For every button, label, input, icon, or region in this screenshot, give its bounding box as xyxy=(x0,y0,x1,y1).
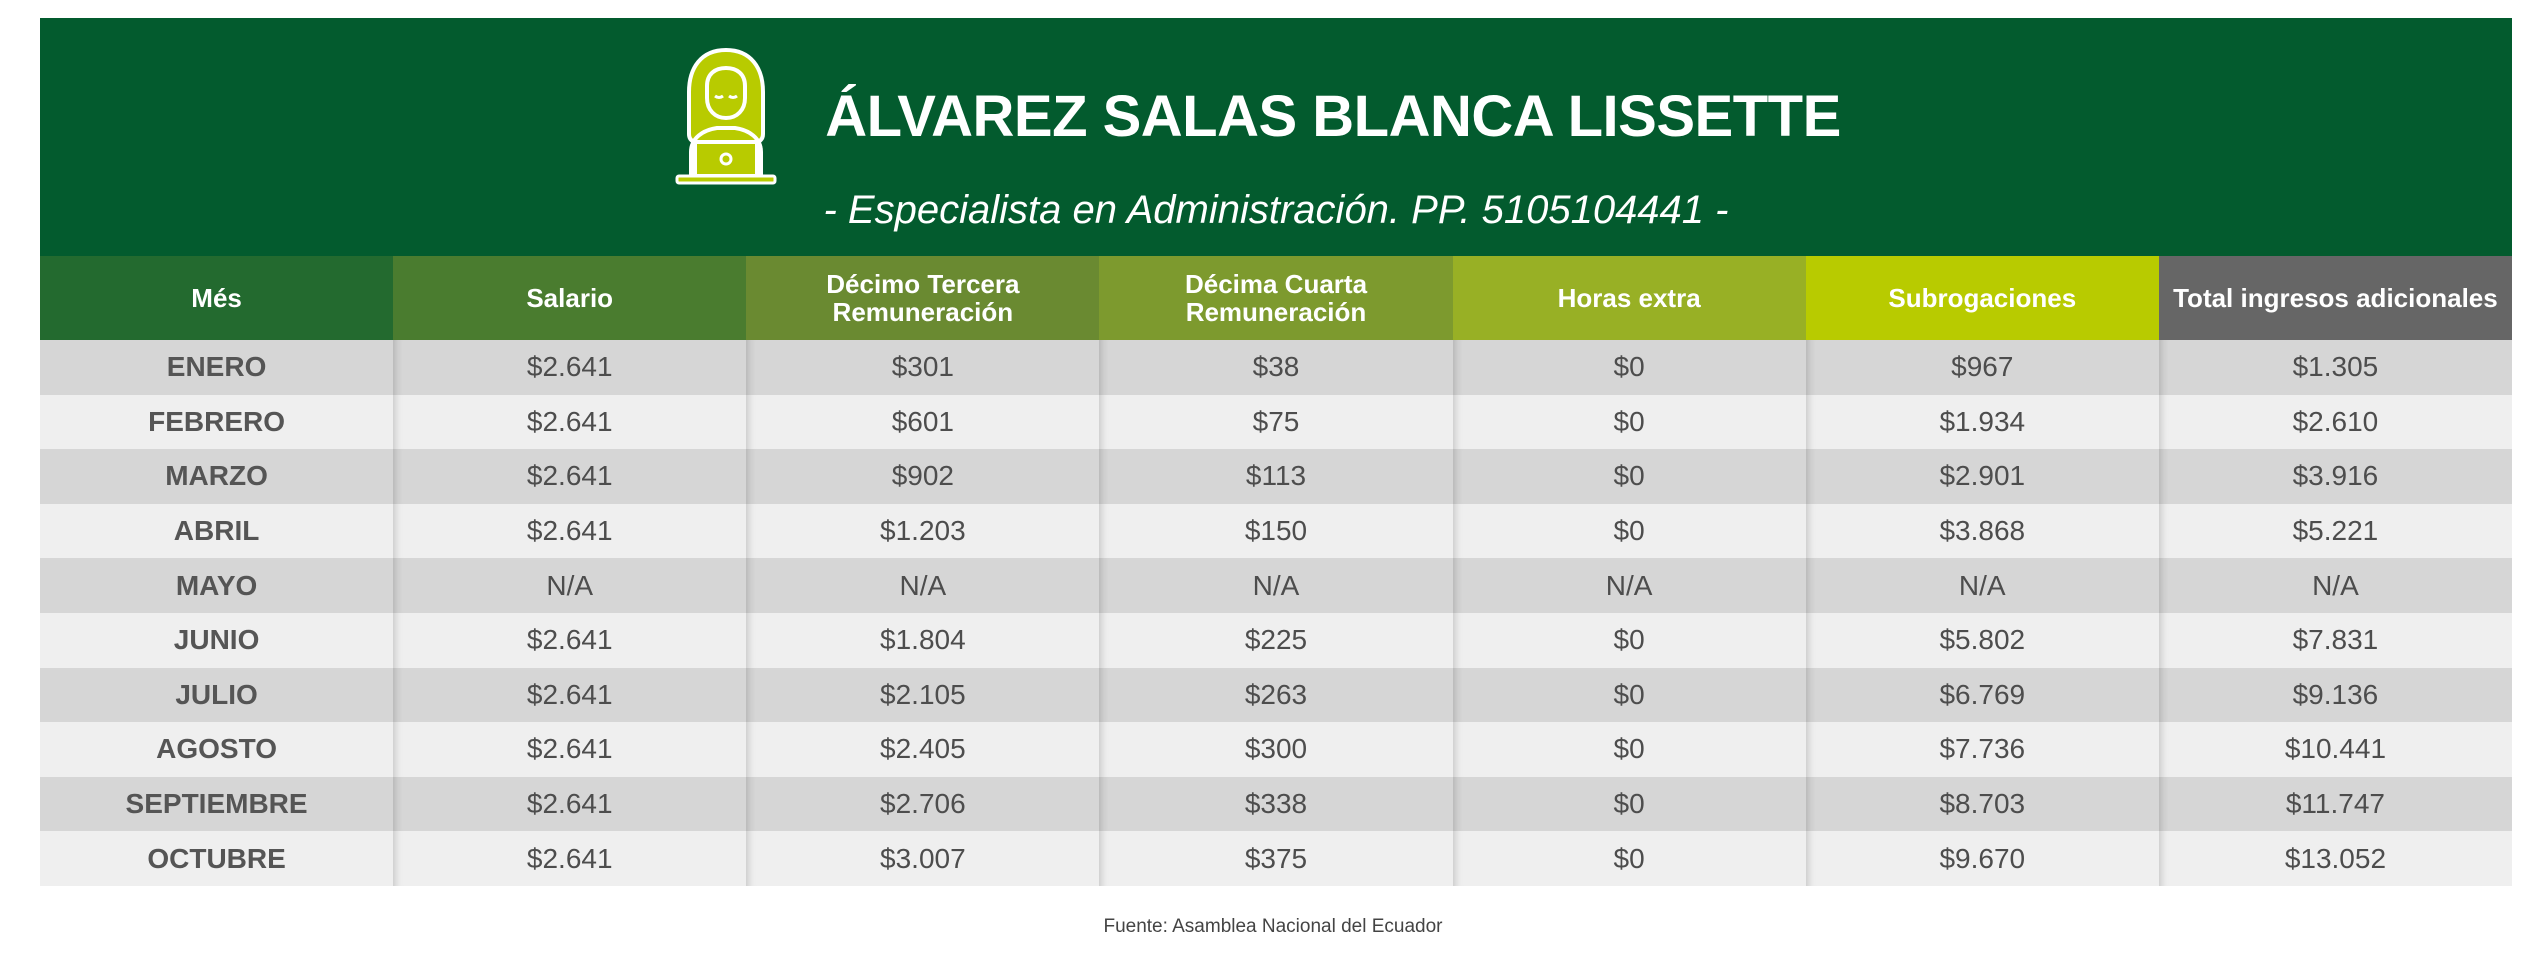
salary-cell: $2.641 xyxy=(393,449,746,504)
salary-cell: $2.641 xyxy=(393,722,746,777)
column-header-subrogations: Subrogaciones xyxy=(1806,256,2159,340)
total-cell: $5.221 xyxy=(2159,504,2512,559)
fourteenth-cell: N/A xyxy=(1099,558,1452,613)
fourteenth-cell: $113 xyxy=(1099,449,1452,504)
thirteenth-cell: $301 xyxy=(746,340,1099,395)
month-cell: FEBRERO xyxy=(40,395,393,450)
total-cell: $7.831 xyxy=(2159,613,2512,668)
subrogations-cell: $9.670 xyxy=(1806,831,2159,886)
total-cell: $13.052 xyxy=(2159,831,2512,886)
table-row xyxy=(40,449,2512,504)
fourteenth-cell: $300 xyxy=(1099,722,1452,777)
overtime-cell: $0 xyxy=(1453,504,1806,559)
fourteenth-cell: $375 xyxy=(1099,831,1452,886)
salary-cell: $2.641 xyxy=(393,504,746,559)
table-row xyxy=(40,504,2512,559)
month-cell: ABRIL xyxy=(40,504,393,559)
overtime-cell: $0 xyxy=(1453,613,1806,668)
title-row xyxy=(40,46,2512,186)
month-cell: ENERO xyxy=(40,340,393,395)
column-header-fourteenth: Décima Cuarta Remuneración xyxy=(1099,256,1452,340)
thirteenth-cell: N/A xyxy=(746,558,1099,613)
subrogations-cell: $8.703 xyxy=(1806,777,2159,832)
fourteenth-cell: $38 xyxy=(1099,340,1452,395)
column-header-total: Total ingresos adicionales xyxy=(2159,256,2512,340)
source-note: Fuente: Asamblea Nacional del Ecuador xyxy=(1103,916,1443,937)
subrogations-cell: $6.769 xyxy=(1806,668,2159,723)
overtime-cell: $0 xyxy=(1453,777,1806,832)
month-cell: JULIO xyxy=(40,668,393,723)
table-row xyxy=(40,613,2512,668)
column-header-salary: Salario xyxy=(393,256,746,340)
thirteenth-cell: $2.405 xyxy=(746,722,1099,777)
month-cell: SEPTIEMBRE xyxy=(40,777,393,832)
total-cell: $2.610 xyxy=(2159,395,2512,450)
column-header-thirteenth: Décimo Tercera Remuneración xyxy=(746,256,1099,340)
thirteenth-cell: $1.804 xyxy=(746,613,1099,668)
thirteenth-cell: $1.203 xyxy=(746,504,1099,559)
subrogations-cell: $7.736 xyxy=(1806,722,2159,777)
table-row xyxy=(40,777,2512,832)
month-cell: MAYO xyxy=(40,558,393,613)
overtime-cell: $0 xyxy=(1453,722,1806,777)
salary-cell: $2.641 xyxy=(393,831,746,886)
column-header-overtime: Horas extra xyxy=(1453,256,1806,340)
column-header-month: Més xyxy=(40,256,393,340)
overtime-cell: $0 xyxy=(1453,831,1806,886)
thirteenth-cell: $2.706 xyxy=(746,777,1099,832)
header-banner xyxy=(40,18,2512,256)
table-row xyxy=(40,340,2512,395)
salary-cell: $2.641 xyxy=(393,395,746,450)
table-row xyxy=(40,558,2512,613)
income-card xyxy=(40,18,2512,886)
table-row xyxy=(40,722,2512,777)
person-name: ÁLVAREZ SALAS BLANCA LISSETTE xyxy=(825,83,1841,149)
month-cell: AGOSTO xyxy=(40,722,393,777)
woman-at-laptop-icon xyxy=(671,46,781,186)
position-subtitle: - Especialista en Administración. PP. 5105104441 - xyxy=(823,188,1729,232)
salary-cell: $2.641 xyxy=(393,613,746,668)
fourteenth-cell: $150 xyxy=(1099,504,1452,559)
thirteenth-cell: $902 xyxy=(746,449,1099,504)
subrogations-cell: N/A xyxy=(1806,558,2159,613)
subrogations-cell: $1.934 xyxy=(1806,395,2159,450)
subrogations-cell: $5.802 xyxy=(1806,613,2159,668)
salary-cell: $2.641 xyxy=(393,777,746,832)
table-row xyxy=(40,395,2512,450)
overtime-cell: $0 xyxy=(1453,449,1806,504)
subrogations-cell: $2.901 xyxy=(1806,449,2159,504)
fourteenth-cell: $75 xyxy=(1099,395,1452,450)
month-cell: MARZO xyxy=(40,449,393,504)
thirteenth-cell: $601 xyxy=(746,395,1099,450)
fourteenth-cell: $338 xyxy=(1099,777,1452,832)
month-cell: OCTUBRE xyxy=(40,831,393,886)
overtime-cell: $0 xyxy=(1453,395,1806,450)
month-cell: JUNIO xyxy=(40,613,393,668)
salary-cell: N/A xyxy=(393,558,746,613)
thirteenth-cell: $2.105 xyxy=(746,668,1099,723)
total-cell: $11.747 xyxy=(2159,777,2512,832)
total-cell: $3.916 xyxy=(2159,449,2512,504)
table-row xyxy=(40,831,2512,886)
table-header-row xyxy=(40,256,2512,340)
fourteenth-cell: $225 xyxy=(1099,613,1452,668)
total-cell: $10.441 xyxy=(2159,722,2512,777)
table-row xyxy=(40,668,2512,723)
subrogations-cell: $967 xyxy=(1806,340,2159,395)
thirteenth-cell: $3.007 xyxy=(746,831,1099,886)
subrogations-cell: $3.868 xyxy=(1806,504,2159,559)
total-cell: $9.136 xyxy=(2159,668,2512,723)
total-cell: N/A xyxy=(2159,558,2512,613)
income-table xyxy=(40,256,2512,886)
total-cell: $1.305 xyxy=(2159,340,2512,395)
fourteenth-cell: $263 xyxy=(1099,668,1452,723)
overtime-cell: N/A xyxy=(1453,558,1806,613)
overtime-cell: $0 xyxy=(1453,340,1806,395)
salary-cell: $2.641 xyxy=(393,340,746,395)
salary-cell: $2.641 xyxy=(393,668,746,723)
overtime-cell: $0 xyxy=(1453,668,1806,723)
